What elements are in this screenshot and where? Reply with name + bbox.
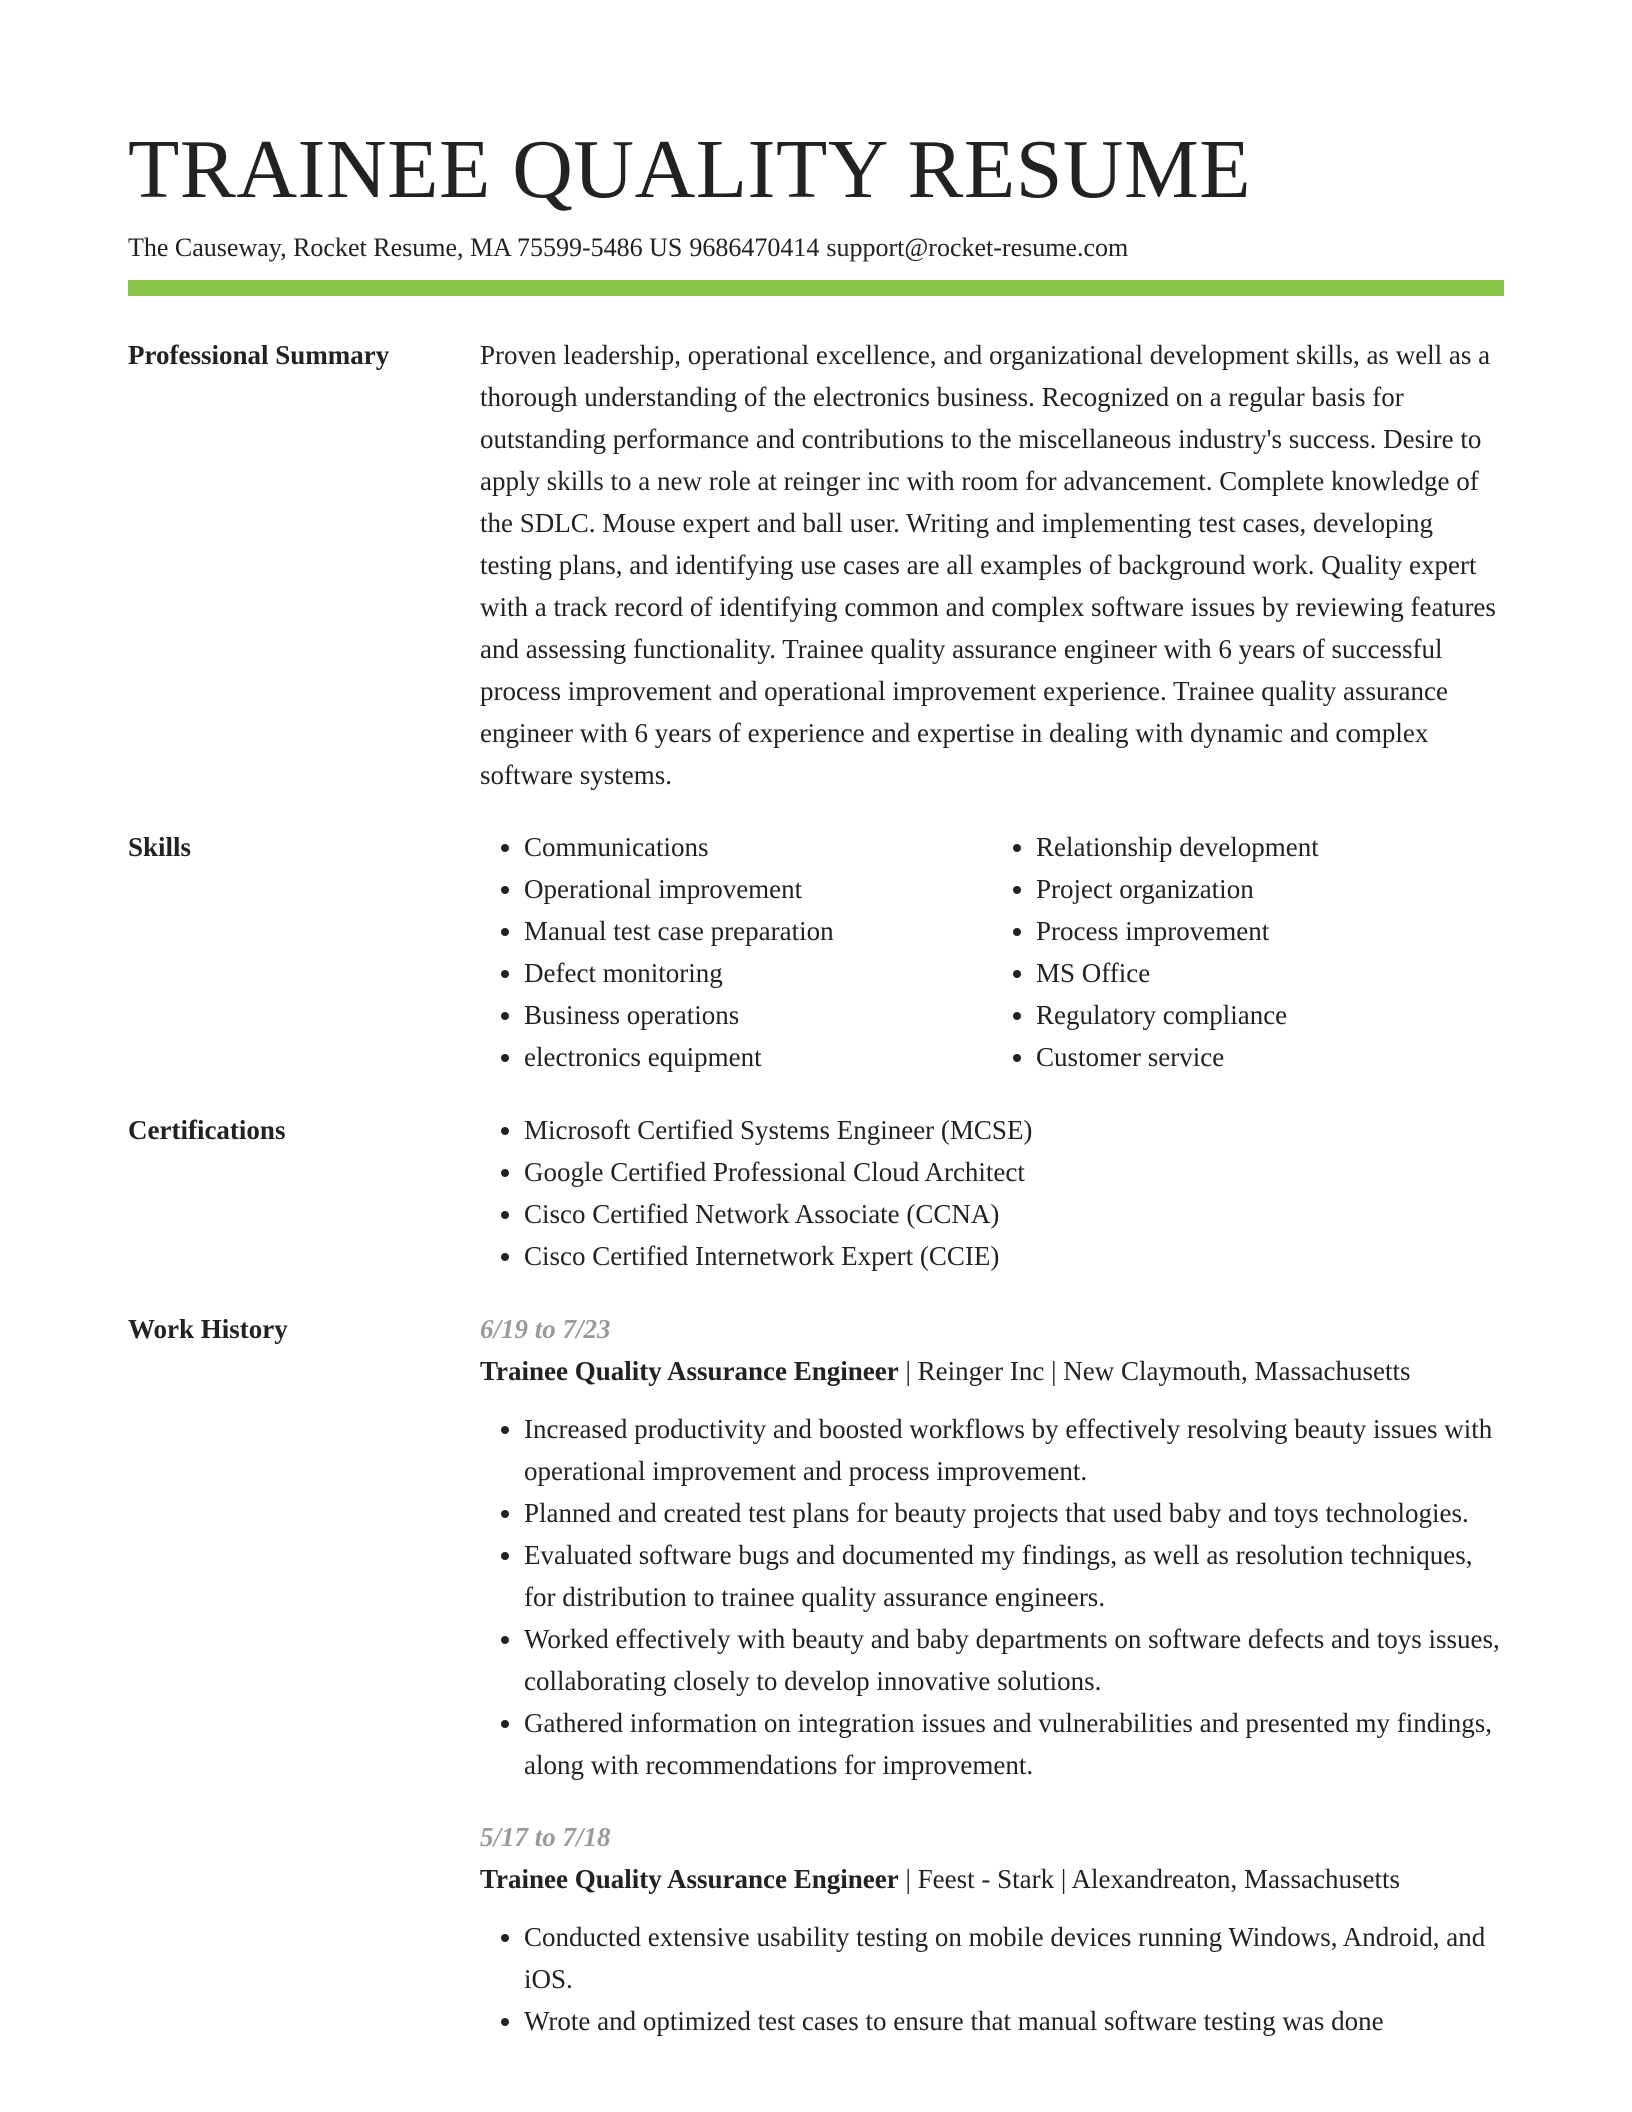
job-bullet: • Gathered information on integration issues and vulnerabilities and presented my findings, along with recommendations for improvement. (524, 1702, 1504, 1786)
contact-email: support@rocket-resume.com (826, 233, 1129, 262)
certification-item: • Cisco Certified Internetwork Expert (CCIE) (524, 1235, 1504, 1277)
header-divider (128, 280, 1504, 296)
job-bullets (480, 1916, 1504, 2042)
job-bullet: • Conducted extensive usability testing on mobile devices running Windows, Android, and iOS. (524, 1916, 1504, 2000)
certification-item: • Cisco Certified Network Associate (CCNA) (524, 1193, 1504, 1235)
certification-item: • Microsoft Certified Systems Engineer (MCSE) (524, 1109, 1504, 1151)
skill-item: • Regulatory compliance (1036, 994, 1504, 1036)
contact-address: The Causeway, Rocket Resume, MA 75599-5486 US (128, 233, 683, 262)
job-bullet: • Increased productivity and boosted workflows by effectively resolving beauty issues with operational improvement and process improvement. (524, 1408, 1504, 1492)
certifications-section (128, 1109, 1504, 1277)
job-heading (480, 1350, 1504, 1392)
job-title: Trainee Quality Assurance Engineer (480, 1356, 899, 1386)
section-label-summary: Professional Summary (128, 340, 390, 370)
contact-line (128, 230, 1504, 266)
skill-item: • Relationship development (1036, 826, 1504, 868)
skill-item: • Defect monitoring (524, 952, 992, 994)
job-details: | Reinger Inc | New Claymouth, Massachusetts (905, 1356, 1411, 1386)
job-dates: 5/17 to 7/18 (480, 1822, 611, 1852)
skill-item: • Process improvement (1036, 910, 1504, 952)
section-label-skills: Skills (128, 832, 192, 862)
summary-section (128, 334, 1504, 796)
contact-phone: 9686470414 (689, 233, 820, 262)
certifications-list (480, 1109, 1504, 1277)
skills-list-right (992, 826, 1504, 1078)
job-bullet: • Worked effectively with beauty and baby departments on software defects and toys issues, collaborating closely to develop innovative solutions. (524, 1618, 1504, 1702)
skill-item: • MS Office (1036, 952, 1504, 994)
summary-text: Proven leadership, operational excellence, and organizational development skills, as well as a thorough understanding of the electronics business. Recognized on a regular basis for outstanding performance and contributions to the miscellaneous industry's success. Desire to apply skills to a new role at reinger inc with room for advancement. Complete knowledge of the SDLC. Mouse expert and ball user. Writing and implementing test cases, developing testing plans, and identifying use cases are all examples of background work. Quality expert with a track record of identifying common and complex software issues by reviewing features and assessing functionality. Trainee quality assurance engineer with 6 years of successful process improvement and operational improvement experience. Trainee quality assurance engineer with 6 years of experience and expertise in dealing with dynamic and complex software systems. (480, 340, 1496, 790)
skills-section (128, 826, 1504, 1078)
work-history-section (128, 1308, 1504, 2070)
skill-item: • Communications (524, 826, 992, 868)
skill-item: • Operational improvement (524, 868, 992, 910)
job-entry (480, 1308, 1504, 1786)
resume-page (128, 122, 1504, 2070)
skills-list-left (480, 826, 992, 1078)
certification-item: • Google Certified Professional Cloud Architect (524, 1151, 1504, 1193)
job-heading (480, 1858, 1504, 1900)
skill-item: • Manual test case preparation (524, 910, 992, 952)
skill-item: • electronics equipment (524, 1036, 992, 1078)
job-bullet: • Wrote and optimized test cases to ensure that manual software testing was done (524, 2000, 1504, 2042)
section-label-certifications: Certifications (128, 1115, 286, 1145)
skill-item: • Customer service (1036, 1036, 1504, 1078)
job-title: Trainee Quality Assurance Engineer (480, 1864, 899, 1894)
resume-title: TRAINEE QUALITY RESUME (128, 123, 1252, 216)
job-bullet: • Evaluated software bugs and documented my findings, as well as resolution techniques, for distribution to trainee quality assurance engineers. (524, 1534, 1504, 1618)
section-label-work-history: Work History (128, 1314, 288, 1344)
job-bullets (480, 1408, 1504, 1786)
job-details: | Feest - Stark | Alexandreaton, Massachusetts (905, 1864, 1400, 1894)
job-bullet: • Planned and created test plans for beauty projects that used baby and toys technologies. (524, 1492, 1504, 1534)
job-entry (480, 1816, 1504, 2042)
skill-item: • Project organization (1036, 868, 1504, 910)
job-dates: 6/19 to 7/23 (480, 1314, 611, 1344)
skill-item: • Business operations (524, 994, 992, 1036)
